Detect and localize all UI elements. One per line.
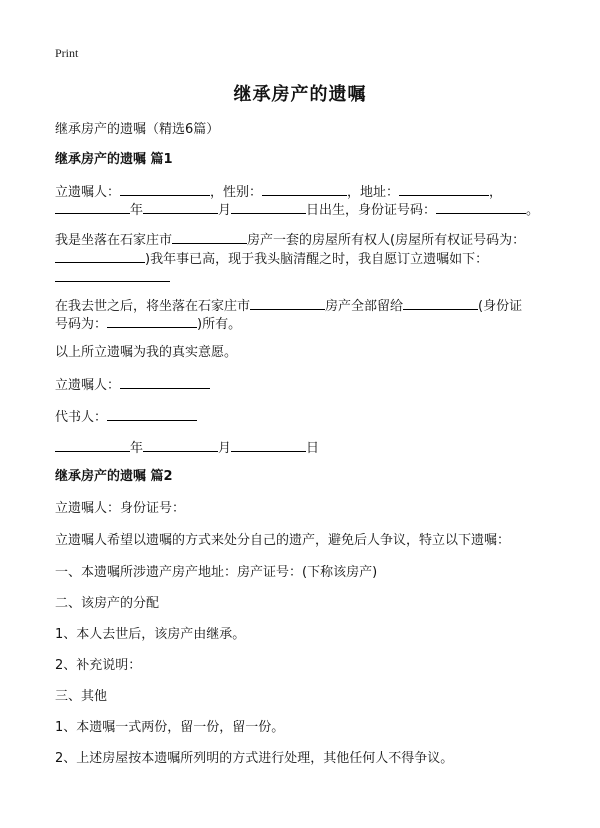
certificate-blank[interactable] — [55, 249, 145, 263]
item-3: 三、其他 — [55, 689, 108, 704]
birth-year-blank[interactable] — [55, 200, 130, 214]
sign-testator-label: 立遗嘱人： — [55, 378, 121, 393]
ownership-line-2 — [55, 249, 488, 269]
birth-month-blank[interactable] — [143, 200, 218, 214]
item-2-1: 1、本人去世后，该房产由继承。 — [55, 627, 246, 642]
testator-signature-line — [55, 375, 210, 395]
item-2-2: 2、补充说明： — [55, 658, 142, 673]
section1-heading: 继承房产的遗嘱 篇1 — [55, 152, 173, 167]
date-month-label: 月 — [218, 441, 232, 456]
period: 。 — [526, 203, 540, 218]
sign-month-blank[interactable] — [143, 438, 218, 452]
year-label: 年 — [130, 203, 144, 218]
birth-line — [55, 200, 539, 220]
sign-day-blank[interactable] — [231, 438, 306, 452]
bequest-line-1 — [55, 296, 522, 316]
item-3-1: 1、本遗嘱一式两份，留一份，留一份。 — [55, 720, 285, 735]
sign-year-blank[interactable] — [55, 438, 130, 452]
owner-text-a: 我是坐落在石家庄市 — [55, 233, 173, 248]
owner-text-b: 房产一套的房屋所有权人(房屋所有权证号码为： — [247, 233, 526, 248]
id-line: 立遗嘱人：身份证号： — [55, 501, 186, 516]
true-intent-line: 以上所立遗嘱为我的真实意愿。 — [55, 345, 238, 360]
id-number-blank[interactable] — [436, 200, 526, 214]
month-label: 月 — [218, 203, 232, 218]
after-text-e: )所有。 — [197, 317, 242, 332]
testator-signature-blank[interactable] — [120, 375, 210, 389]
extra-blank[interactable] — [55, 268, 170, 282]
item-2: 二、该房产的分配 — [55, 596, 160, 611]
after-text-b: 房产全部留给 — [325, 299, 404, 314]
bequest-property-blank[interactable] — [250, 296, 325, 310]
bequest-line-2 — [55, 314, 241, 334]
date-day-label: 日 — [306, 441, 320, 456]
birth-day-blank[interactable] — [231, 200, 306, 214]
date-year-label: 年 — [130, 441, 144, 456]
agent-signature-line — [55, 407, 197, 427]
page-title: 继承房产的遗嘱 — [233, 84, 367, 105]
sign-date-line — [55, 438, 319, 458]
doc-subtitle: 继承房产的遗嘱（精选6篇） — [55, 122, 220, 137]
owner-text-c: )我年事已高，现于我头脑清醒之时，我自愿订立遗嘱如下： — [145, 252, 489, 267]
testator-blank[interactable] — [120, 182, 210, 196]
after-text-a: 在我去世之后，将坐落在石家庄市 — [55, 299, 251, 314]
gender-label: ，性别： — [210, 185, 263, 200]
sign-agent-label: 代书人： — [55, 410, 108, 425]
item-3-2: 2、上述房屋按本遗嘱所列明的方式进行处理，其他任何人不得争议。 — [55, 751, 454, 766]
print-label: Print — [55, 46, 79, 60]
after-text-d: 号码为： — [55, 317, 108, 332]
testator-label: 立遗嘱人： — [55, 185, 121, 200]
address-blank[interactable] — [399, 182, 489, 196]
section2-heading: 继承房产的遗嘱 篇2 — [55, 469, 173, 484]
property-blank[interactable] — [172, 230, 247, 244]
heir-id-blank[interactable] — [107, 314, 197, 328]
ownership-line-1 — [55, 230, 525, 250]
testator-info-line — [55, 182, 502, 202]
item-1: 一、本遗嘱所涉遗产房产地址：房产证号：(下称该房产) — [55, 565, 378, 580]
agent-signature-blank[interactable] — [107, 407, 197, 421]
after-text-c: (身份证 — [478, 299, 523, 314]
born-label: 日出生，身份证号码： — [306, 203, 437, 218]
gender-blank[interactable] — [262, 182, 347, 196]
ownership-line-3 — [55, 268, 170, 288]
comma: ， — [489, 185, 503, 200]
heir-blank[interactable] — [403, 296, 478, 310]
address-label: ，地址： — [347, 185, 400, 200]
intro-line: 立遗嘱人希望以遗嘱的方式来处分自己的遗产，避免后人争议，特立以下遗嘱： — [55, 533, 511, 548]
